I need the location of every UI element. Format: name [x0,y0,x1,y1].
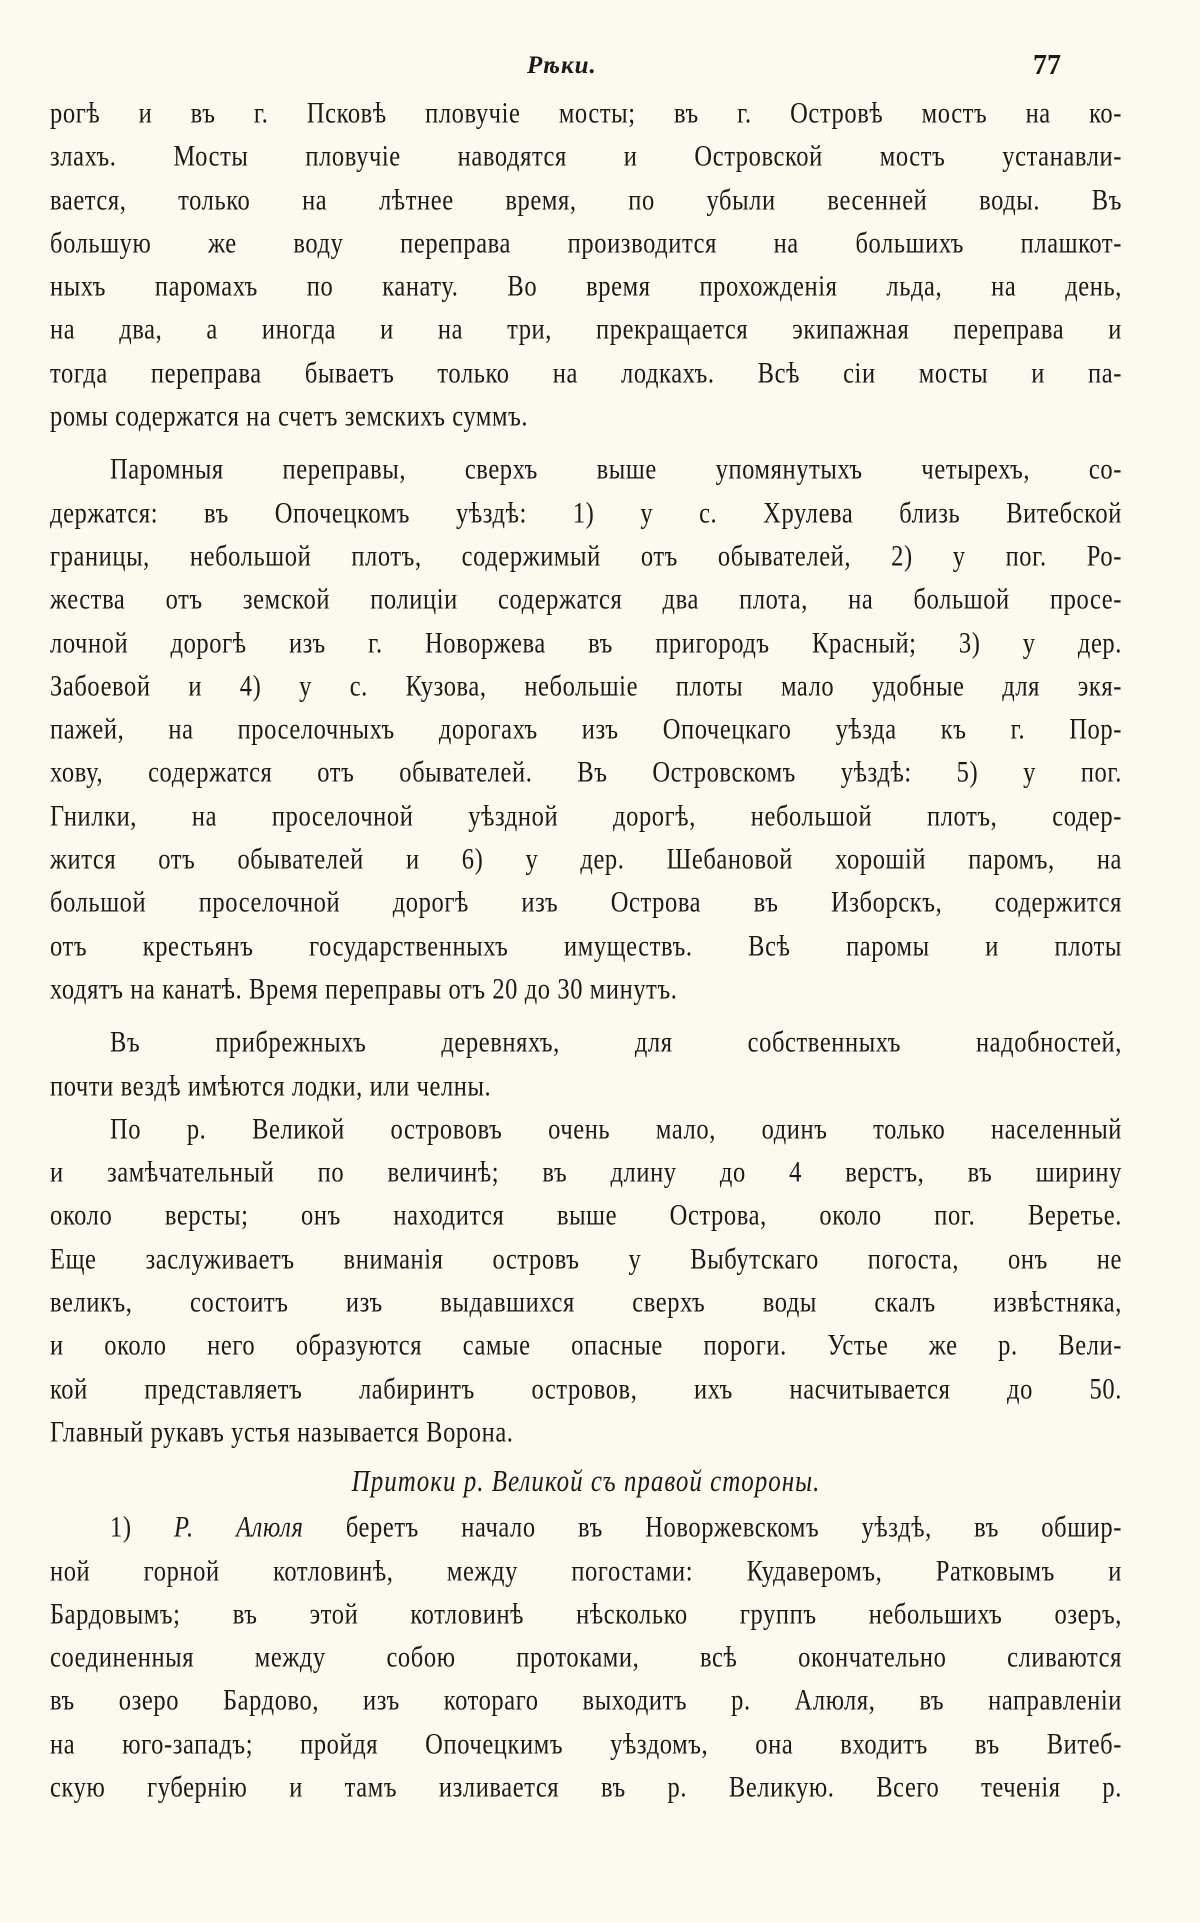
text-line: и около него образуются самые опасные пороги. Устье же р. Вели- [50,1329,1122,1363]
text-line: скую губернію и тамъ изливается въ р. Великую. Всего теченія р. [50,1770,1122,1804]
paragraph [50,92,1122,438]
text-line: пажей, на проселочныхъ дорогахъ изъ Опочецкаго уѣзда къ г. Пор- [50,713,1122,747]
paragraph [50,1108,1122,1454]
text-line: Паромныя переправы, сверхъ выше упомянутыхъ четырехъ, со- [110,453,1122,487]
text-line: лочной дорогѣ изъ г. Новоржева въ пригородъ Красный; 3) у дер. [50,626,1122,660]
text-line: почти вездѣ имѣются лодки, или челны. [50,1069,492,1103]
paragraph [50,448,1122,1011]
text-line: ходятъ на канатѣ. Время переправы отъ 20 до 30 минутъ. [50,972,678,1006]
text-line: Главный рукавъ устья называется Ворона. [50,1415,514,1449]
text-line: соединенныя между собою протоками, всѣ окончательно сливаются [50,1641,1122,1675]
running-head [0,50,1200,90]
text-line: По р. Великой острововъ очень мало, одинъ только населенный [110,1112,1122,1146]
text-line: большой проселочной дорогѣ изъ Острова въ Изборскъ, содержится [50,886,1122,920]
text-line: въ озеро Бардово, изъ котораго выходитъ р. Алюля, въ направленіи [50,1684,1122,1718]
text-line: Бардовымъ; въ этой котловинѣ нѣсколько группъ небольшихъ озеръ, [50,1597,1122,1631]
text-line: злахъ. Мосты пловучіе наводятся и Островской мостъ устанавли- [50,140,1122,174]
text-line: рогѣ и въ г. Псковѣ пловучіе мосты; въ г. Островѣ мостъ на ко- [50,96,1122,130]
text-line: хову, содержатся отъ обывателей. Въ Островскомъ уѣздѣ: 5) у пог. [50,756,1122,790]
text-line: и замѣчательный по величинѣ; въ длину до 4 верстъ, въ ширину [50,1156,1122,1190]
text-line: Еще заслуживаетъ вниманія островъ у Выбутскаго погоста, онъ не [50,1242,1122,1276]
text-line: отъ крестьянъ государственныхъ имуществъ. Всѣ паромы и плоты [50,929,1122,963]
body-text [50,92,1122,1809]
river-name: Р. Алюля [173,1511,304,1545]
text-line: около версты; онъ находится выше Острова, около пог. Веретье. [50,1199,1122,1233]
text-line: на юго-западъ; пройдя Опочецкимъ уѣздомъ, она входитъ въ Витеб- [50,1727,1122,1761]
text-line: вается, только на лѣтнее время, по убыли весенней воды. Въ [50,183,1122,217]
text-line: ромы содержатся на счетъ земскихъ суммъ. [50,400,529,434]
text-line: тогда переправа бываетъ только на лодкахъ. Всѣ сіи мосты и па- [50,356,1122,390]
text-line: жится отъ обывателей и 6) у дер. Шебановой хорошій паромъ, на [50,843,1122,876]
entry-number: 1) [110,1511,132,1545]
paragraph [50,1021,1122,1108]
text-line: на два, а иногда и на три, прекращается экипажная переправа и [50,313,1122,347]
text-line: держатся: въ Опочецкомъ уѣздѣ: 1) у с. Хрулева близь Витебской [50,496,1122,530]
text-line: ной горной котловинѣ, между погостами: Кудаверомъ, Ратковымъ и [50,1554,1122,1588]
entry-first-line: беретъ начало въ Новоржевскомъ уѣздѣ, въ обшир- [345,1511,1122,1545]
text-line: Забоевой и 4) у с. Кузова, небольшіе плоты мало удобные для экя- [50,669,1122,703]
tributary-entry [50,1506,1122,1809]
text-line: великъ, состоитъ изъ выдавшихся сверхъ воды скалъ извѣстняка, [50,1286,1122,1319]
text-line: жества отъ земской полиціи содержатся два плота, на большой просе- [50,583,1122,617]
text-line: ныхъ паромахъ по канату. Во время прохожденія льда, на день, [50,270,1122,304]
text-line: кой представляетъ лабиринтъ островов, ихъ насчитывается до 50. [50,1372,1122,1406]
text-line: границы, небольшой плотъ, содержимый отъ обывателей, 2) у пог. Ро- [50,539,1122,573]
text-line: Гнилки, на проселочной уѣздной дорогѣ, небольшой плотъ, содер- [50,799,1122,833]
text-line: большую же воду переправа производится на большихъ плашкот- [50,226,1122,260]
text-line: Въ прибрежныхъ деревняхъ, для собственныхъ надобностей, [110,1026,1122,1060]
running-head-title: Рѣки. [527,52,597,79]
section-heading: Притоки р. Великой съ правой стороны. [351,1465,821,1499]
page-number: 77 [1033,50,1061,81]
